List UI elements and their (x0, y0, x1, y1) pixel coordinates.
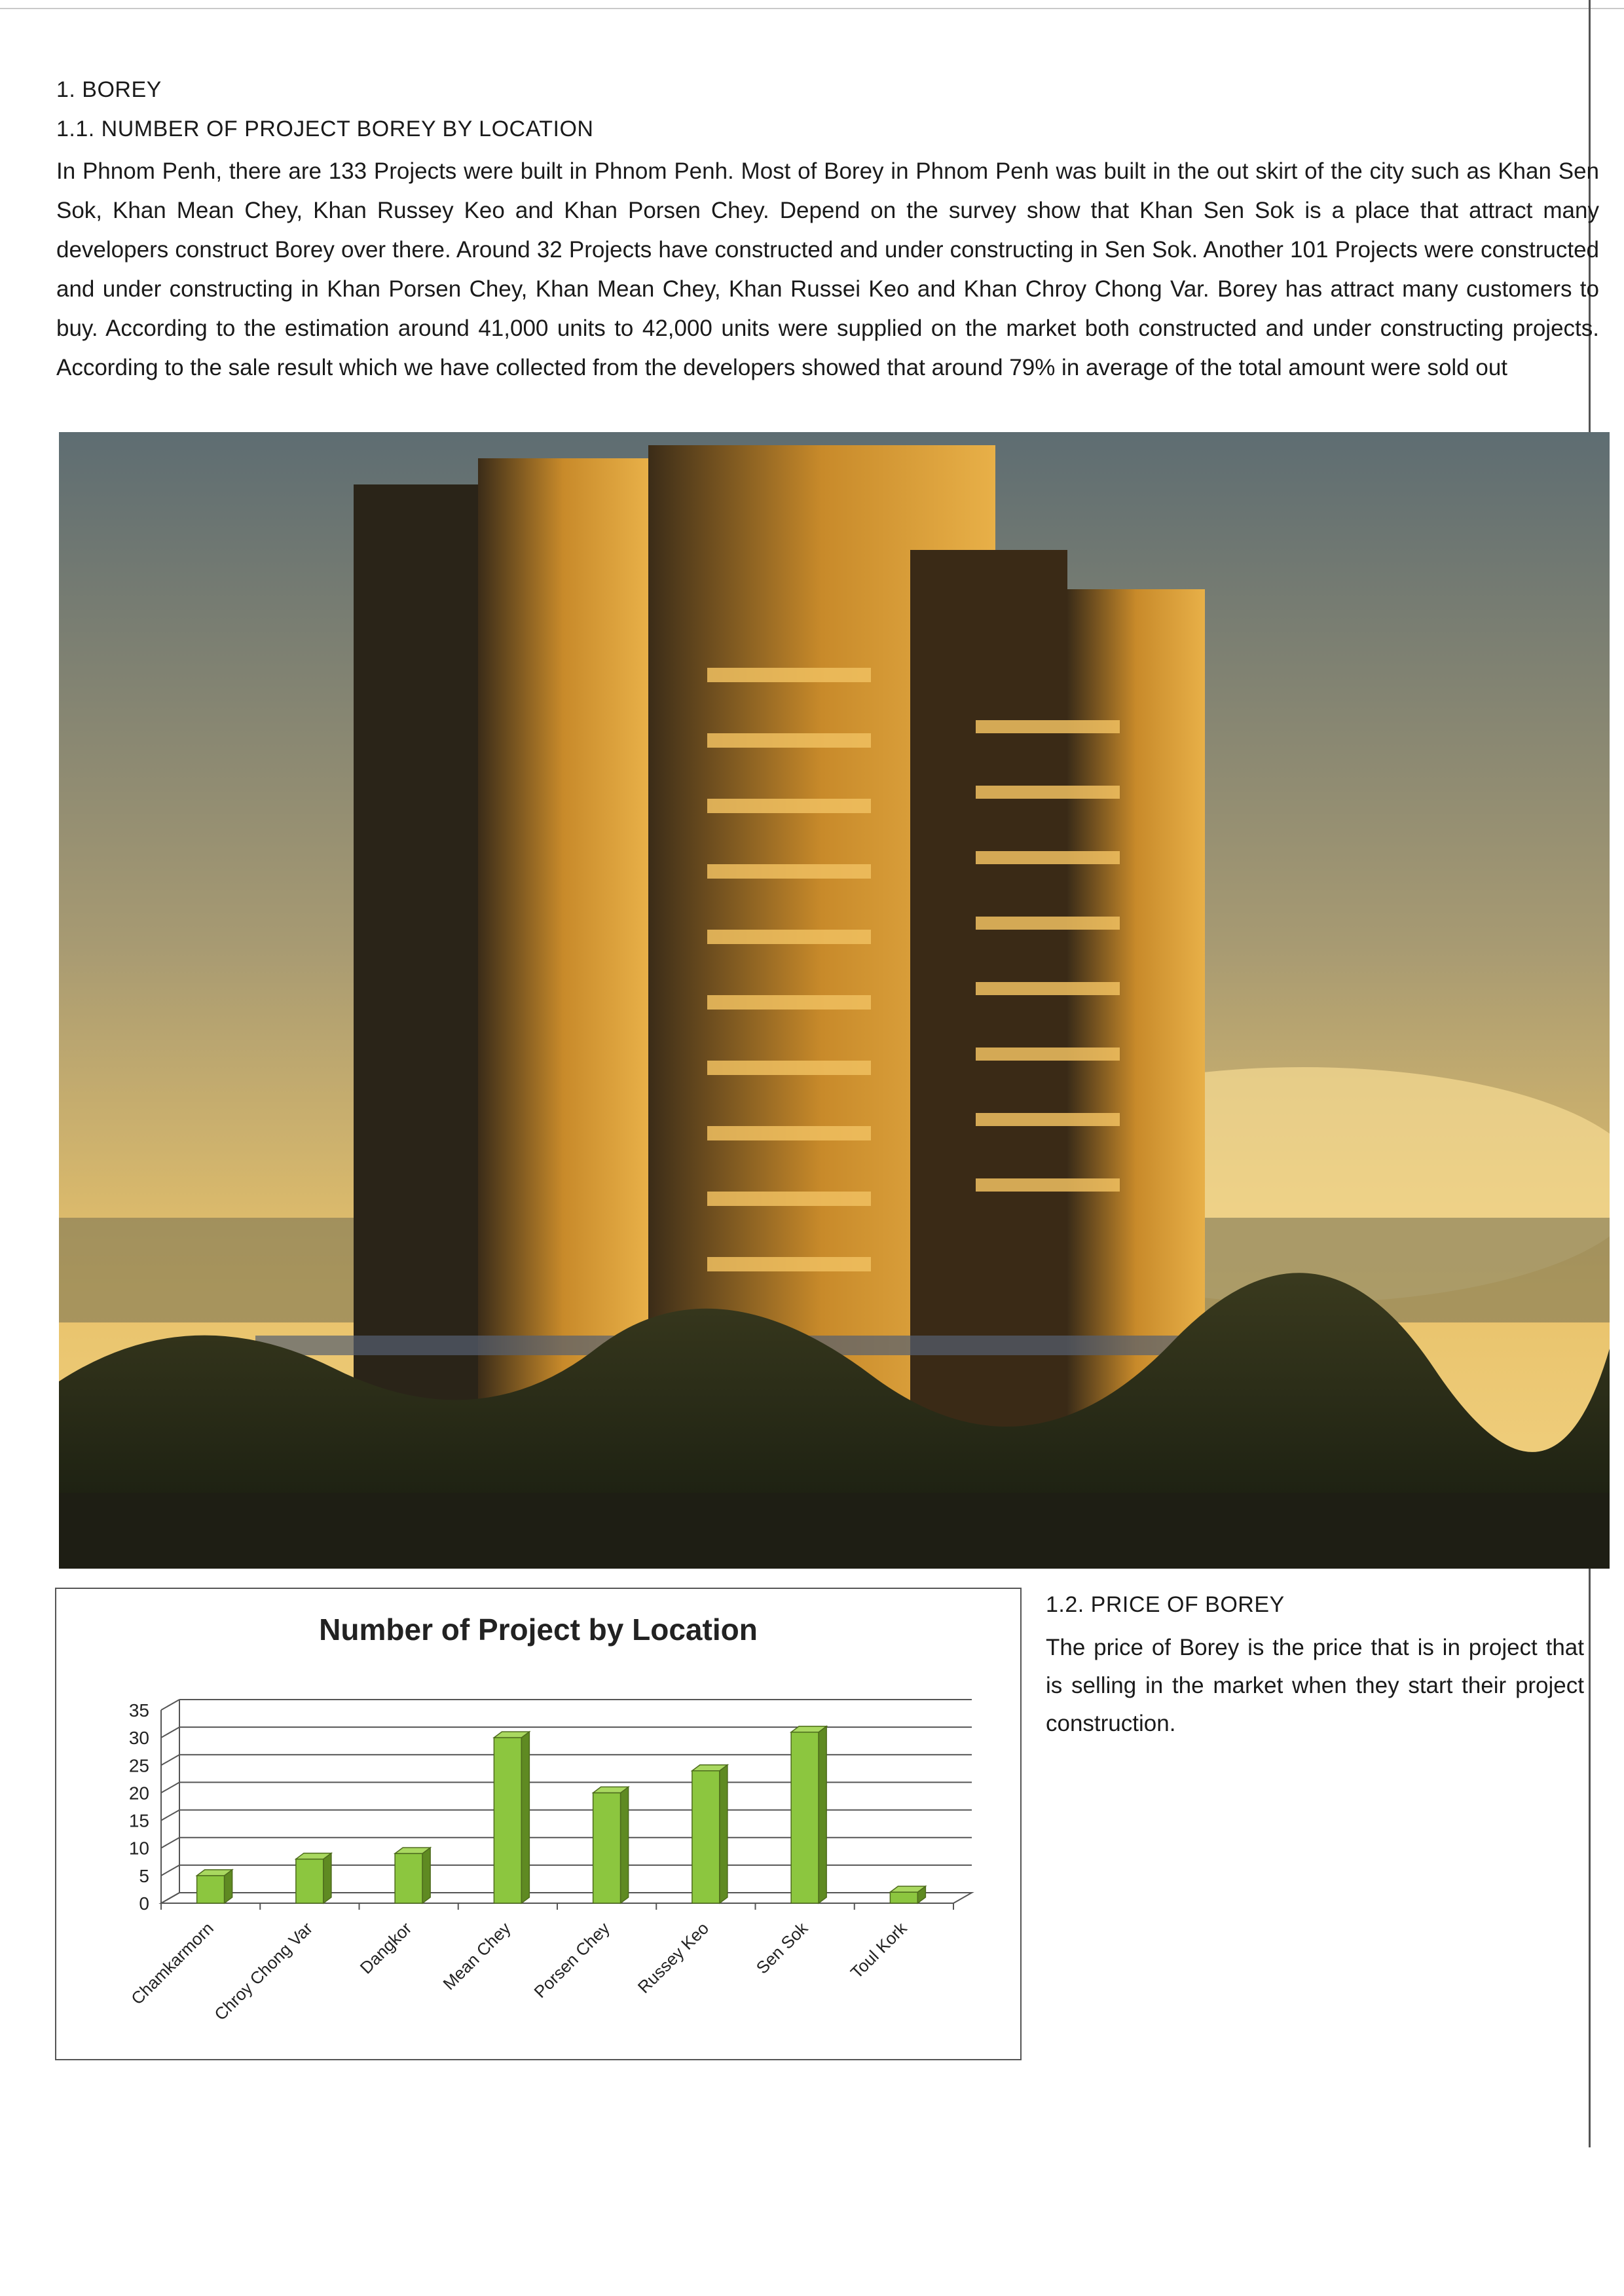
bar-front (296, 1859, 323, 1903)
gridline-side (161, 1810, 179, 1821)
bar-front (791, 1732, 819, 1903)
bar (296, 1853, 331, 1903)
y-tick-label: 25 (128, 1755, 149, 1776)
bar-side (521, 1732, 529, 1903)
section-heading: 1. BOREY (56, 77, 162, 102)
x-tick-label: Porsen Chey (530, 1918, 614, 2002)
bar-side (819, 1726, 826, 1903)
bar-side (422, 1848, 430, 1903)
chart-canvas (56, 1589, 1020, 2059)
x-tick-label: Toul Kork (846, 1918, 911, 1982)
bar-front (692, 1771, 720, 1903)
price-paragraph: The price of Borey is the price that is in project that is selling in the market when they start their project construction. (1046, 1635, 1584, 1736)
y-tick-label: 15 (128, 1810, 149, 1831)
y-tick-label: 35 (128, 1700, 149, 1721)
gridline-side (161, 1865, 179, 1876)
x-tick-label: Mean Chey (439, 1918, 515, 1994)
price-heading: 1.2. PRICE OF BOREY (1046, 1592, 1285, 1617)
bar (890, 1886, 925, 1903)
bar-front (197, 1876, 225, 1903)
y-tick-label: 0 (139, 1893, 149, 1914)
subsection-heading: 1.1. NUMBER OF PROJECT BOREY BY LOCATION (56, 117, 594, 141)
gridline-side (161, 1838, 179, 1848)
gridline-side (161, 1755, 179, 1765)
floor (161, 1893, 972, 1903)
chart-title: Number of Project by Location (319, 1613, 758, 1647)
bar (494, 1732, 529, 1903)
bar-front (593, 1793, 621, 1903)
building-photo (59, 432, 1610, 1569)
bar (395, 1848, 430, 1903)
y-tick-label: 5 (139, 1865, 149, 1886)
bar-front (395, 1853, 422, 1903)
y-tick-label: 20 (128, 1783, 149, 1804)
bar-front (890, 1892, 917, 1903)
project-location-chart (55, 1588, 1022, 2060)
gridline-side (161, 1782, 179, 1793)
bar-side (323, 1853, 331, 1903)
x-tick-label: Dangkor (356, 1918, 416, 1978)
gridline-side (161, 1727, 179, 1738)
bar-side (720, 1765, 728, 1903)
gridline-side (161, 1700, 179, 1710)
top-rule (0, 8, 1624, 9)
bar (692, 1765, 728, 1903)
x-tick-label: Sen Sok (752, 1918, 812, 1978)
x-tick-label: Chroy Chong Var (210, 1918, 317, 2024)
x-tick-label: Chamkarmorn (127, 1918, 217, 2009)
bar-side (621, 1787, 629, 1903)
bar-front (494, 1738, 521, 1903)
y-tick-label: 10 (128, 1838, 149, 1859)
bar (197, 1870, 232, 1903)
location-paragraph: In Phnom Penh, there are 133 Projects were built in Phnom Penh. Most of Borey in Phnom Penh was built in the out skirt of the city such as Khan Sen Sok, Khan Mean Chey, Khan Russey Keo and Khan Porsen Chey. Depend on the survey show that Khan Sen Sok is a place that attract many developers construct Borey over there. Around 32 Projects have constructed and under constructing in Sen Sok. Another 101 Projects were constructed and under constructing in Khan Porsen Chey, Khan Mean Chey, Khan Russei Keo and Khan Chroy Chong Var. Borey has attract many customers to buy. According to the estimation around 41,000 units to 42,000 units were supplied on the market both constructed and under constructing projects. According to the sale result which we have collected from the developers showed that around 79% in average of the total amount were sold out (56, 158, 1599, 380)
bar (593, 1787, 629, 1903)
x-tick-label: Russey Keo (633, 1918, 713, 1997)
y-tick-label: 30 (128, 1728, 149, 1749)
bar (791, 1726, 826, 1903)
